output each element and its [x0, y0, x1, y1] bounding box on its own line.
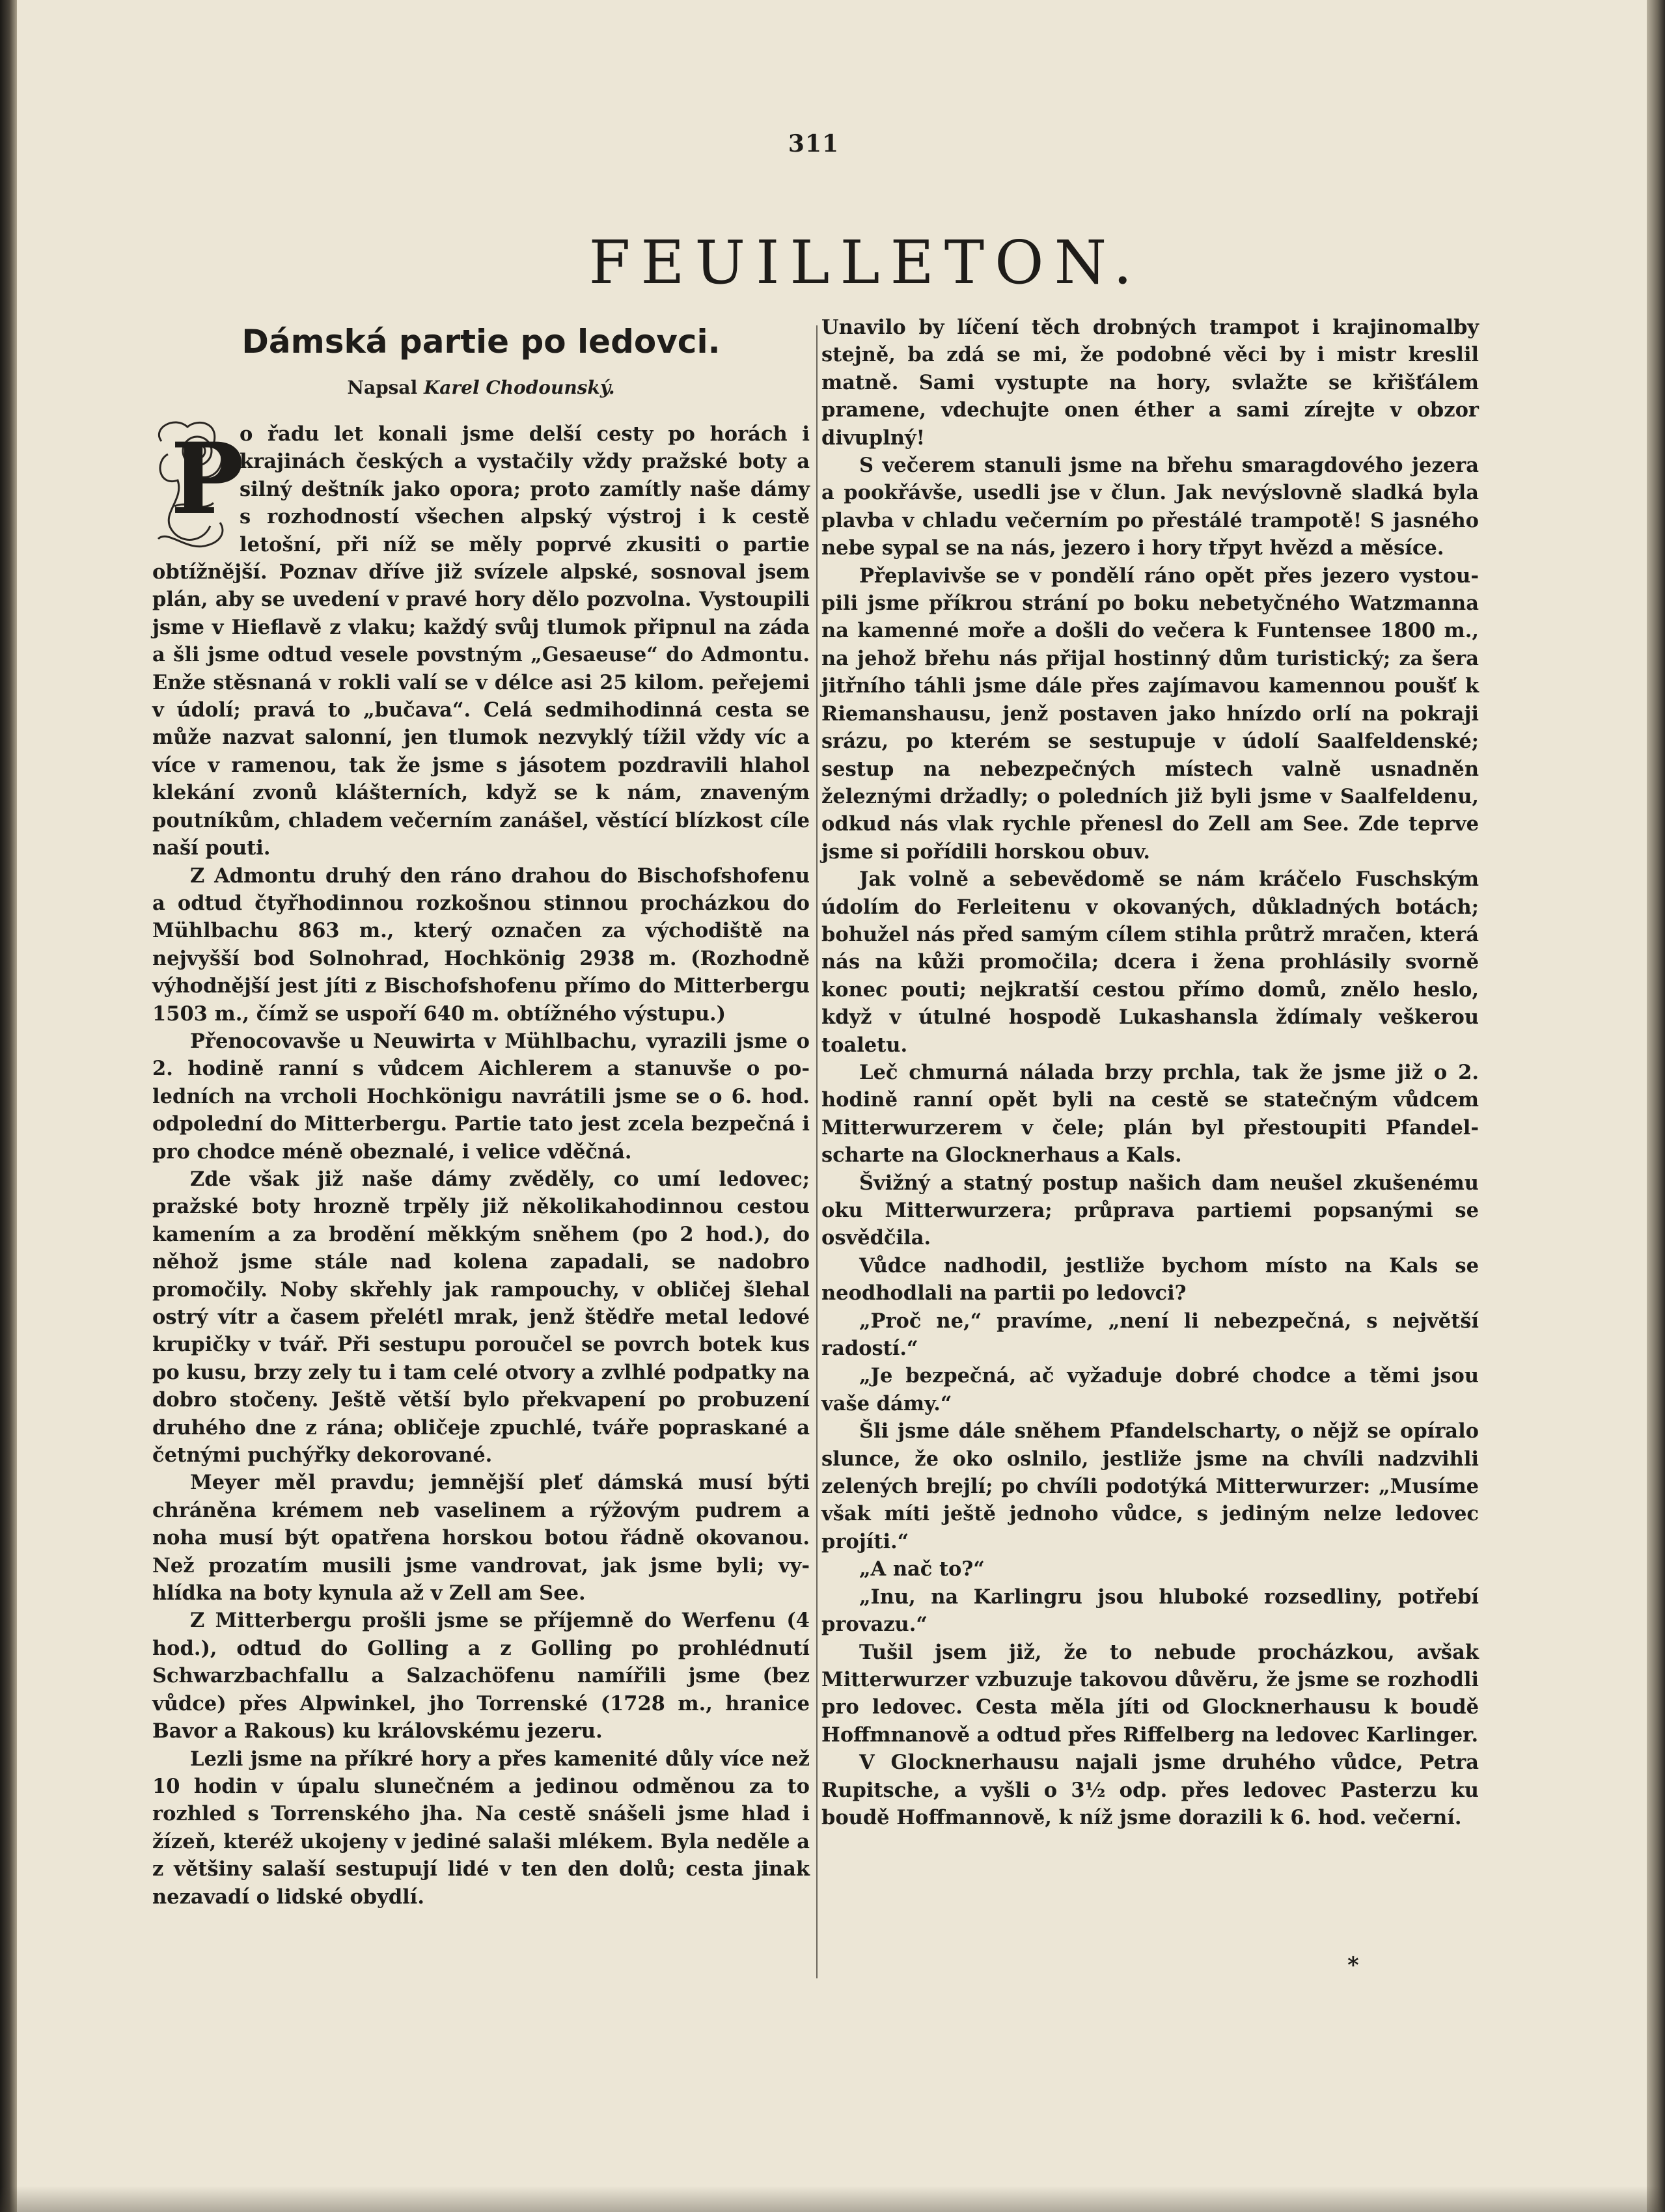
- paragraph: „Je bezpečná, ač vyžaduje dobré chodce a těmi jsou vaše dámy.“: [821, 1364, 1479, 1415]
- paragraph: Tušil jsem již, že to nebude procházkou, avšak Mitterwurzer vzbuzuje takovou důvěru, že jsme se rozhodli pro ledovec. Cesta měla jíti od Glocknerhausu k boudě Hoffmnanově a odtud přes Riffelberg na ledovec Karlinger.: [821, 1640, 1479, 1747]
- end-mark: *: [1347, 1952, 1359, 1978]
- paragraph: o řadu let konali jsme delší cesty po horách i krajinách českých a vystačily vždy pražské boty a silný deštník jako opora; proto zamítly naše dámy s rozhodností všechen alpský výstroj i k cestě letošní, při níž se měly poprvé zkusiti o partie obtížnější. Poznav dříve již svízele alpské, sosnoval jsem plán, aby se uvedení v pravé hory dělo pozvolna. Vystoupili jsme v Hieflavě z vlaku; každý svůj tlumok připnul na záda a šli jsme odtud vesele povstným „Gesaeuse“ do Admontu. Enže stěsnaná v rokli valí se v délce asi 25 kilom. peřejemi v údolí; pravá to „bučava“. Celá sedmihodinná cesta se může nazvat salonní, jen tlumok nezvyklý tížil vždy víc a více v ramenou, tak že jsme s jásotem pozdravili hlahol klekání zvonů klášterních, když se k nám, znaveným poutníkům, chladem večerním zanášel, věstící blízkost cíle naší pouti.: [152, 422, 810, 860]
- right-column: [821, 314, 1479, 1831]
- paragraph: Švižný a statný postup našich dam neušel zkušenému oku Mitterwurzera; průprava partiemi popsanými se osvědčila.: [821, 1171, 1479, 1250]
- drop-cap-letter: P: [171, 422, 244, 536]
- paragraph: Leč chmurná nálada brzy prchla, tak že jsme již o 2. hodině ranní opět byli na cestě se statečným vůdcem Mitterwurzerem v čele; plán byl přestoupiti Pfandelscharte na Glocknerhaus a Kals.: [821, 1060, 1479, 1167]
- byline-prefix: Napsal: [347, 377, 418, 398]
- author-name: Karel Chodounský.: [423, 377, 615, 398]
- paragraph: Přeplavivše se v pondělí ráno opět přes jezero vystoupili jsme příkrou strání po boku nebetyčného Watzmanna na kamenné moře a došli do večera k Funtensee 1800 m., na jehož břehu nás přijal hostinný dům turistický; za šera jitřního táhli jsme dále přes zajímavou kamennou poušť k Riemanshausu, jenž postaven jako hnízdo orlí na pokraji srázu, po kterém se sestupuje v údolí Saalfeldenské; sestup na nebezpečných místech valně usnadněn železnými držadly; o poledních již byli jsme v Saalfeldenu, odkud nás vlak rychle přenesl do Zell am See. Zde teprve jsme si pořídili horskou obuv.: [821, 564, 1479, 864]
- left-column: [152, 312, 810, 1911]
- paragraph: Z Mitterbergu prošli jsme se příjemně do Werfenu (4 hod.), odtud do Golling a z Golling po prohlédnutí Schwarzbachfallu a Salzachöfenu namířili jsme (bez vůdce) přes Alpwinkel, jho Torrenské (1728 m., hranice Bavor a Rakous) ku královskému jezeru.: [152, 1609, 810, 1743]
- paragraph: V Glocknerhausu najali jsme druhého vůdce, Petra Rupitsche, a vyšli o 3½ odp. přes ledovec Pasterzu ku boudě Hoffmannově, k níž jsme dorazili k 6. hod. večerní.: [821, 1751, 1479, 1829]
- book-binding-edge: [0, 0, 17, 2212]
- paragraph: „Proč ne,“ pravíme, „není li nebezpečná, s největší radostí.“: [821, 1309, 1479, 1361]
- bottom-shadow: [0, 2186, 1665, 2212]
- page-number: 311: [788, 130, 840, 157]
- section-title: FEUILLETON.: [588, 228, 1143, 297]
- paragraph: Šli jsme dále sněhem Pfandelscharty, o nějž se opíralo slunce, že oko oslnilo, jestliže jsme na chvíli nadzvihli zelených brejlí; po chvíli podotýká Mitterwurzer: „Musíme však míti ještě jednoho vůdce, s jediným nelze ledovec projíti.“: [821, 1419, 1479, 1553]
- paragraph: Jak volně a sebevědomě se nám kráčelo Fuschským údolím do Ferleitenu v okovaných, důkladných botách; bohužel nás před samým cílem stihla průtrž mračen, která nás na kůži promočila; dcera i žena prohlásily svorně konec pouti; nejkratší cestou přímo domů, znělo heslo, když v útulné hospodě Lukashansla ždímaly veškerou toaletu.: [821, 867, 1479, 1057]
- paragraph: Meyer měl pravdu; jemnější pleť dámská musí býti chráněna krémem neb vaselinem a rýžovým pudrem a noha musí být opatřena horskou botou řádně okovanou. Než prozatím musili jsme vandrovat, jak jsme byli; vyhlídka na boty kynula až v Zell am See.: [152, 1471, 810, 1605]
- paragraph: Lezli jsme na příkré hory a přes kamenité důly více než 10 hodin v úpalu slunečném a jedinou odměnou za to rozhled s Torrenského jha. Na cestě snášeli jsme hlad i žízeň, kteréž ukojeny v jediné salaši mlékem. Byla neděle a z většiny salaší sestupují lidé v ten den dolů; cesta jinak nezavadí o lidské obydlí.: [152, 1747, 810, 1909]
- paragraph: Zde však již naše dámy zvěděly, co umí ledovec; pražské boty hrozně trpěly již několikahodinnou cestou kamením a za brodění měkkým sněhem (po 2 hod.), do něhož jsme stále nad kolena zapadali, se nadobro promočily. Noby skřehly jak rampouchy, v obličej šlehal ostrý vítr a časem přelétl mrak, jenž štědře metal ledové krupičky v tvář. Při sestupu poroučel se povrch botek kus po kusu, brzy zely tu i tam celé otvory a zvlhlé podpatky na dobro stočeny. Ještě větší bylo překvapení po probuzení druhého dne z rána; obličeje zpuchlé, tváře popraskané a četnými puchýřky dekorované.: [152, 1167, 810, 1468]
- paragraph: Vůdce nadhodil, jestliže bychom místo na Kals se neodhodlali na partii po ledovci?: [821, 1253, 1479, 1305]
- paragraph: „A nač to?“: [859, 1557, 985, 1581]
- paragraph: Přenocovavše u Neuwirta v Mühlbachu, vyrazili jsme o 2. hodině ranní s vůdcem Aichlerem a stanuvše o poledních na vrcholi Hochkönigu navrátili jsme se o 6. hod. odpolední do Mitterbergu. Partie tato jest zcela bezpečná i pro chodce méně obeznalé, i velice vděčná.: [152, 1029, 810, 1164]
- paragraph: Unavilo by líčení těch drobných trampot i krajinomalby stejně, ba zdá se mi, že podobné věci by i mistr kreslil matně. Sami vystupte na hory, svlažte se křišťálem pramene, vdechujte onen éther a sami zírejte v obzor divuplný!: [821, 316, 1479, 450]
- column-divider: [816, 325, 818, 1978]
- byline: [152, 374, 810, 402]
- ornamental-drop-cap-icon: [148, 415, 244, 554]
- paragraph: S večerem stanuli jsme na břehu smaragdového jezera a pookřávše, usedli jse v člun. Jak nevýslovně sladká byla plavba v chladu večerním po přestálé trampotě! S jasného nebe sypal se na nás, jezero i hory třpyt hvězd a měsíce.: [821, 454, 1479, 560]
- page-edge-shadow: [1647, 0, 1665, 2212]
- article-title: Dámská partie po ledovci.: [241, 323, 721, 361]
- paragraph: Z Admontu druhý den ráno drahou do Bischofshofenu a odtud čtyřhodinnou rozkošnou stinnou procházkou do Mühlbachu 863 m., který označen za východiště na nejvyšší bod Solnohrad, Hochkönig 2938 m. (Rozhodně výhodnější jest jíti z Bischofshofenu přímo do Mitterbergu 1503 m., čímž se uspoří 640 m. obtížného výstupu.): [152, 864, 810, 1026]
- paragraph: „Inu, na Karlingru jsou hluboké rozsedliny, potřebí provazu.“: [821, 1585, 1479, 1637]
